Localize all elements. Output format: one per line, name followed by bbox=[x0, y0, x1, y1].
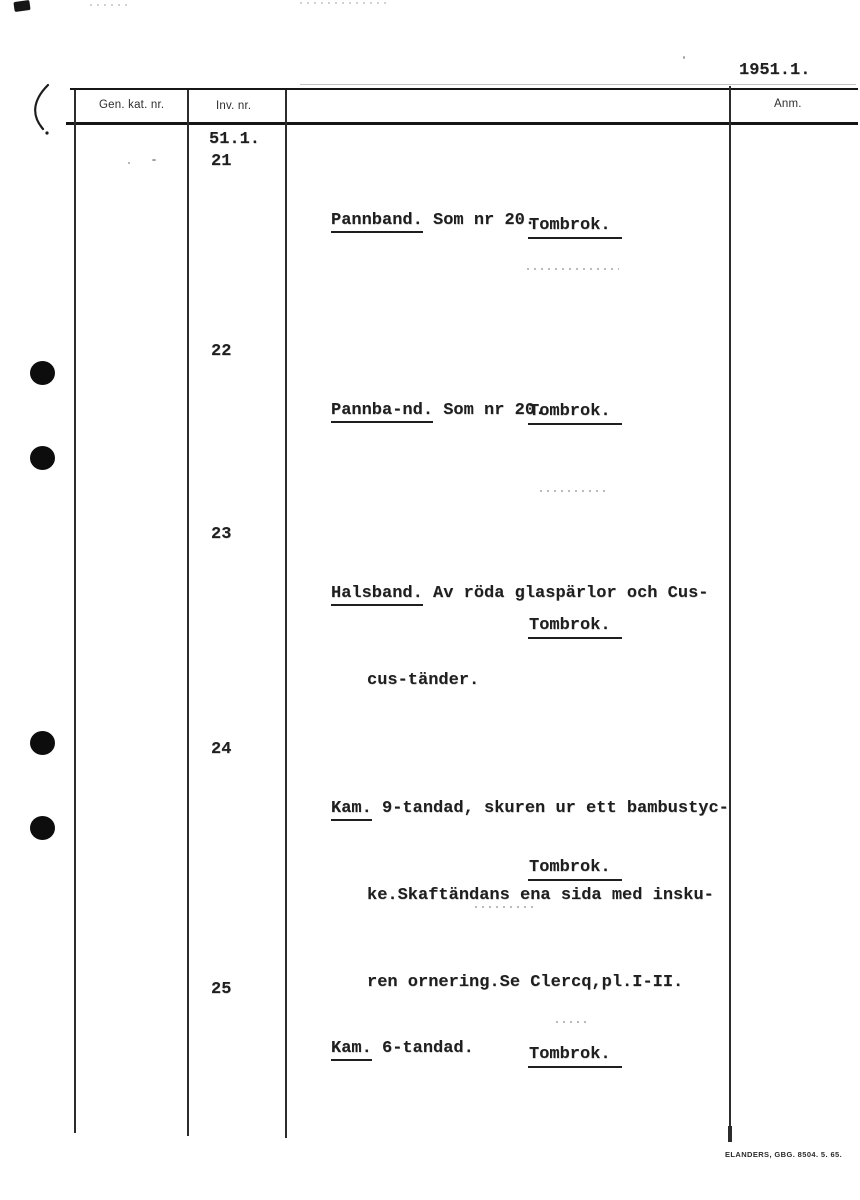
ghost-text-smudge bbox=[540, 490, 610, 492]
entry-text: Som nr 20. bbox=[422, 211, 536, 230]
scan-speck bbox=[128, 162, 130, 164]
pen-stroke-mark bbox=[28, 82, 60, 140]
collector-signature: Tombrok. bbox=[528, 402, 622, 425]
scan-edge-noise bbox=[90, 4, 130, 6]
scan-edge-noise bbox=[300, 2, 390, 4]
ghost-text-smudge bbox=[527, 268, 619, 270]
group-number: 51.1. bbox=[209, 130, 261, 149]
scan-speck bbox=[683, 56, 685, 59]
entry-text: 9-tandad, skuren ur ett bambustyc- bbox=[371, 799, 729, 818]
column-header-inv-nr: Inv. nr. bbox=[216, 100, 252, 112]
description-line bbox=[331, 579, 708, 608]
table-column-rule bbox=[729, 86, 731, 1142]
entry-inv-nr: 22 bbox=[211, 342, 232, 361]
punch-hole bbox=[30, 446, 55, 470]
description-line bbox=[331, 206, 535, 235]
punch-hole bbox=[30, 731, 55, 755]
collector-signature: Tombrok. bbox=[528, 616, 622, 639]
entry-text: Av röda glaspärlor och Cus- bbox=[422, 584, 709, 603]
collector-signature: Tombrok. bbox=[528, 216, 622, 239]
entry-term: Pannband. bbox=[331, 211, 423, 233]
column-header-anm: Anm. bbox=[774, 98, 802, 110]
ink-smear-mark bbox=[13, 0, 30, 12]
entry-inv-nr: 25 bbox=[211, 980, 232, 999]
description-line: ke.Skaftändans ena sida med insku- bbox=[367, 886, 714, 905]
table-column-rule bbox=[74, 90, 76, 1133]
table-column-rule bbox=[187, 90, 189, 1136]
entry-description bbox=[331, 148, 535, 293]
entry-description bbox=[331, 521, 708, 753]
punch-hole bbox=[30, 816, 55, 840]
table-column-rule bbox=[285, 90, 287, 1138]
printer-imprint: ELANDERS, GBG. 8504. 5. 65. bbox=[725, 1150, 843, 1159]
entry-text: Som nr 20. bbox=[433, 401, 546, 420]
column-header-gen-kat-nr: Gen. kat. nr. bbox=[99, 99, 165, 111]
entry-term: Pannba-nd. bbox=[331, 401, 433, 423]
table-rule bbox=[300, 84, 856, 85]
entry-term: Kam. bbox=[331, 1039, 372, 1061]
entry-text: 6-tandad. bbox=[371, 1039, 474, 1058]
entry-term: Kam. bbox=[331, 799, 372, 821]
scan-speck bbox=[152, 159, 156, 161]
entry-description bbox=[331, 976, 474, 1121]
description-line bbox=[331, 794, 729, 823]
entry-inv-nr: 24 bbox=[211, 740, 232, 759]
description-line: ren ornering.Se Clercq,pl.I-II. bbox=[367, 973, 684, 992]
table-header-rule bbox=[66, 122, 858, 125]
collector-signature: Tombrok. bbox=[528, 858, 622, 881]
entry-description bbox=[331, 338, 545, 483]
punch-hole bbox=[30, 361, 55, 385]
page-year-label: 1951.1. bbox=[739, 61, 811, 80]
description-line bbox=[331, 396, 545, 425]
entry-term: Halsband. bbox=[331, 584, 423, 606]
description-line: cus-tänder. bbox=[367, 671, 480, 690]
entry-inv-nr: 23 bbox=[211, 525, 232, 544]
description-line bbox=[331, 1034, 474, 1063]
collector-signature: Tombrok. bbox=[528, 1045, 622, 1068]
entry-inv-nr: 21 bbox=[211, 152, 232, 171]
